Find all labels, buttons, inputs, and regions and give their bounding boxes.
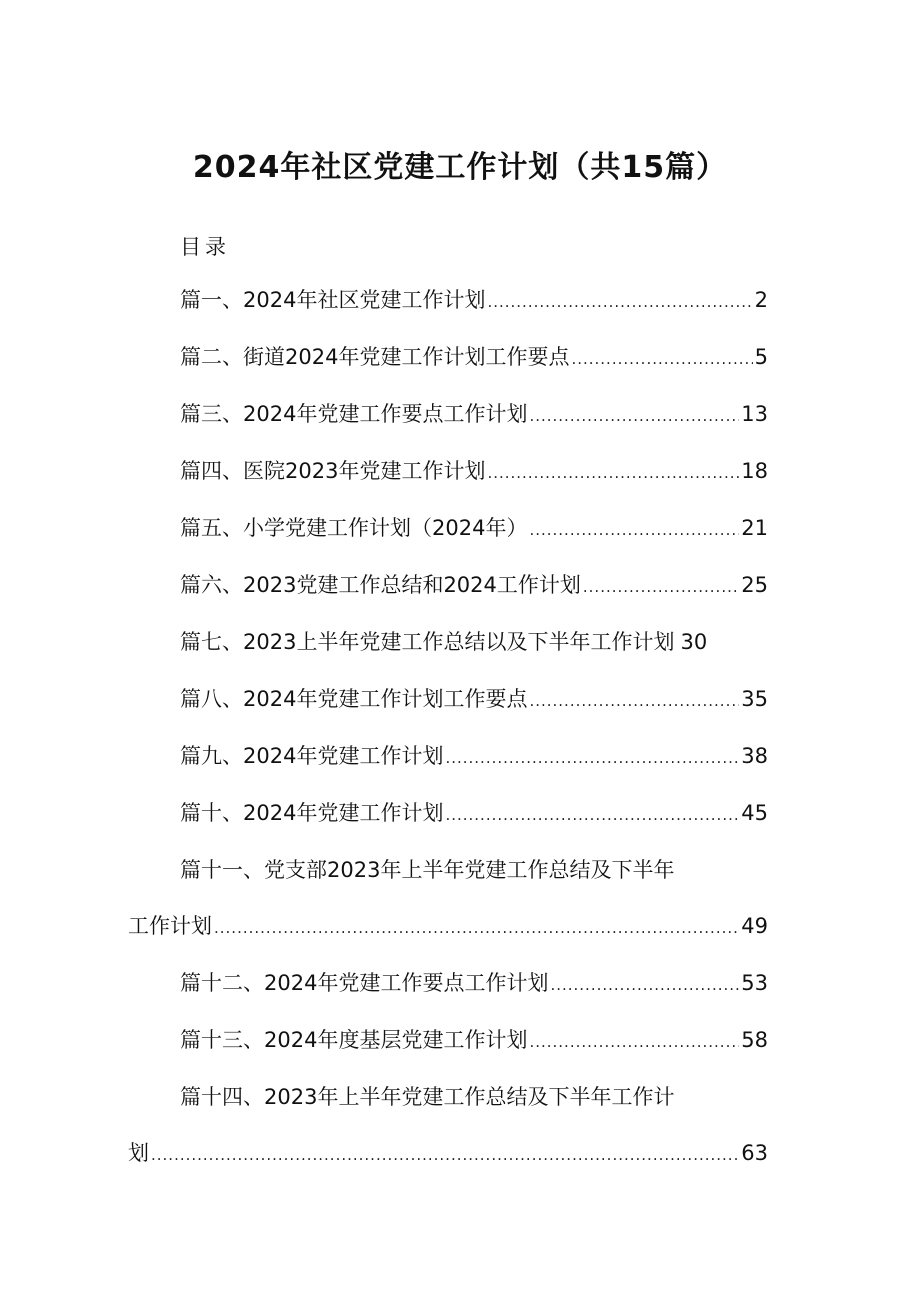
toc-leader-dots [571,344,752,374]
toc-page-number: 21 [741,516,768,540]
toc-entry[interactable] [180,513,768,543]
toc-entry[interactable] [180,570,768,600]
toc-entry-title: 篇十二、2024年党建工作要点工作计划 [180,971,549,995]
toc-page-number: 49 [741,914,768,938]
toc-entry[interactable] [180,342,768,372]
toc-page-number: 45 [741,801,768,825]
toc-leader-dots [529,686,739,716]
toc-page-number: 18 [741,459,768,483]
toc-leader-dots [487,458,739,488]
toc-page-number: 2 [754,288,768,312]
toc-entry[interactable] [180,798,768,828]
toc-leader-dots [151,1140,739,1170]
toc-leader-dots [445,743,739,773]
toc-entry-title: 篇三、2024年党建工作要点工作计划 [180,402,528,426]
toc-entry-title: 篇一、2024年社区党建工作计划 [180,288,486,312]
toc-entry[interactable] [180,456,768,486]
toc-entry-title: 篇七、2023上半年党建工作总结以及下半年工作计划 [180,630,675,654]
toc-page-number: 30 [680,630,708,654]
toc-page-number: 35 [741,687,768,711]
toc-page-number: 58 [741,1028,768,1052]
toc-page-number: 13 [741,402,768,426]
toc-entry[interactable] [128,1138,768,1168]
toc-page-number: 63 [741,1141,768,1165]
toc-leader-dots [529,515,739,545]
toc-entry-title: 篇八、2024年党建工作计划工作要点 [180,687,528,711]
toc-entry[interactable] [128,911,768,941]
toc-entry-title: 篇五、小学党建工作计划（2024年） [180,516,528,540]
toc-entry-title: 篇十三、2024年度基层党建工作计划 [180,1028,528,1052]
toc-entry[interactable] [180,285,768,315]
toc-entry[interactable] [180,627,768,657]
toc-leader-dots [487,287,752,317]
toc-entry[interactable] [180,968,768,998]
toc-entry[interactable] [180,741,768,771]
toc-entry-title: 篇二、街道2024年党建工作计划工作要点 [180,345,570,369]
toc-leader-dots [529,1027,739,1057]
toc-page-number: 53 [741,971,768,995]
toc-page-number: 25 [741,573,768,597]
toc-entry-title: 篇九、2024年党建工作计划 [180,744,444,768]
toc-leader-dots [529,401,739,431]
toc-heading: 目录 [180,235,230,259]
toc-entry-title: 篇六、2023党建工作总结和2024工作计划 [180,573,581,597]
toc-page-number: 5 [754,345,768,369]
toc-entry[interactable] [180,684,768,714]
document-title: 2024年社区党建工作计划（共15篇） [192,150,728,185]
toc-entry-title-line1[interactable]: 篇十四、2023年上半年党建工作总结及下半年工作计 [180,1085,675,1109]
toc-entry-title: 篇四、医院2023年党建工作计划 [180,459,486,483]
toc-entry-title-line1[interactable]: 篇十一、党支部2023年上半年党建工作总结及下半年 [180,858,675,882]
toc-leader-dots [583,572,739,602]
toc-leader-dots [445,800,739,830]
toc-entry-title-line2: 工作计划 [128,914,212,938]
toc-entry-title-line2: 划 [128,1141,149,1165]
toc-entry[interactable] [180,1025,768,1055]
toc-entry[interactable] [180,399,768,429]
toc-leader-dots [550,970,739,1000]
toc-leader-dots [214,913,739,943]
toc-entry-title: 篇十、2024年党建工作计划 [180,801,444,825]
toc-page-number: 38 [741,744,768,768]
